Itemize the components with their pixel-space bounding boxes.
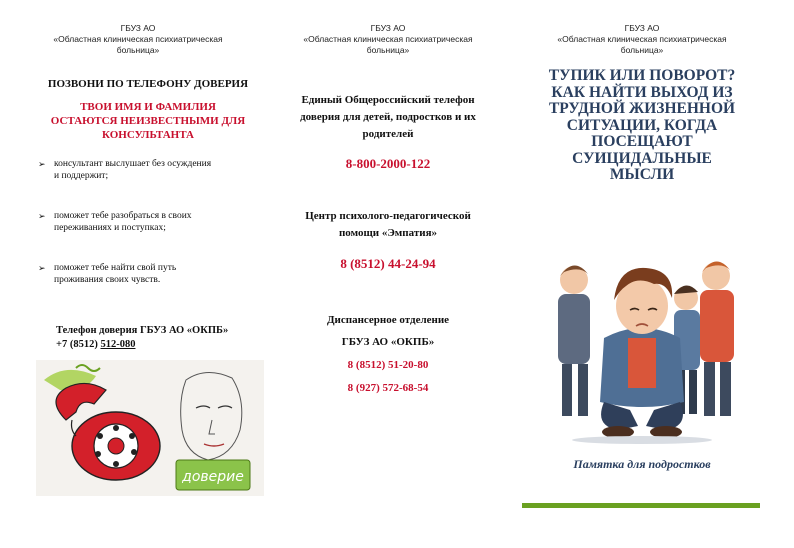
national-hotline-phone[interactable]: 8-800-2000-122 <box>345 156 431 171</box>
teenagers-illustration <box>534 226 752 446</box>
arrow-bullet-icon: ➢ <box>38 159 46 169</box>
dispensary-phone-1[interactable]: 8 (8512) 51-20-80 <box>347 359 429 371</box>
art-sign-text: доверие <box>182 469 244 485</box>
empathy-center-phone[interactable]: 8 (8512) 44-24-94 <box>340 256 436 271</box>
left-panel <box>18 0 258 548</box>
hotline-number[interactable]: 512-080 <box>100 339 136 350</box>
arrow-bullet-icon: ➢ <box>38 211 46 221</box>
org-header-left: ГБУЗ АО «Областная клиническая психиатрическая больница» <box>53 23 223 55</box>
anonymity-note: ТВОИ ИМЯ И ФАМИЛИЯ ОСТАЮТСЯ НЕИЗВЕСТНЫМИ ДЛЯ КОНСУЛЬТАНТА <box>50 101 246 141</box>
green-accent-bar <box>522 503 760 508</box>
list-item: ➢ консультант выслушает без осуждения и поддержит; <box>38 159 212 181</box>
list-item: ➢ поможет тебе разобраться в своих переживаниях и поступках; <box>38 211 192 233</box>
middle-panel <box>272 0 504 548</box>
empathy-center-block: Центр психолого-педагогической помощи «Эмпатия» <box>305 210 471 239</box>
dispensary-label: Диспансерное отделение <box>326 314 450 326</box>
national-hotline-block: Единый Общероссийский телефон доверия для детей, подростков и их родителей <box>300 94 476 140</box>
list-item: ➢ поможет тебе найти свой путь проживания своих чувств. <box>38 263 177 285</box>
org-header-middle: ГБУЗ АО «Областная клиническая психиатрическая больница» <box>303 23 473 55</box>
right-panel <box>520 0 764 548</box>
org-header-right: ГБУЗ АО «Областная клиническая психиатрическая больница» <box>557 23 727 55</box>
cover-title: ТУПИК ИЛИ ПОВОРОТ? КАК НАЙТИ ВЫХОД ИЗ ТРУДНОЙ ЖИЗНЕННОЙ СИТУАЦИИ, КОГДА ПОСЕЩАЮТ СУИЦИДАЛЬНЫЕ МЫСЛИ <box>548 67 736 183</box>
dispensary-phone-2[interactable]: 8 (927) 572-68-54 <box>347 382 429 394</box>
memo-caption: Памятка для подростков <box>573 457 711 471</box>
arrow-bullet-icon: ➢ <box>38 263 46 273</box>
hotline-title: ПОЗВОНИ ПО ТЕЛЕФОНУ ДОВЕРИЯ <box>47 78 249 90</box>
dispensary-org: ГБУЗ АО «ОКПБ» <box>341 336 435 348</box>
hotline-phone: Телефон доверия ГБУЗ АО «ОКПБ» +7 (8512) 512-080 <box>56 325 229 350</box>
telephone-drawing-illustration <box>36 360 264 496</box>
